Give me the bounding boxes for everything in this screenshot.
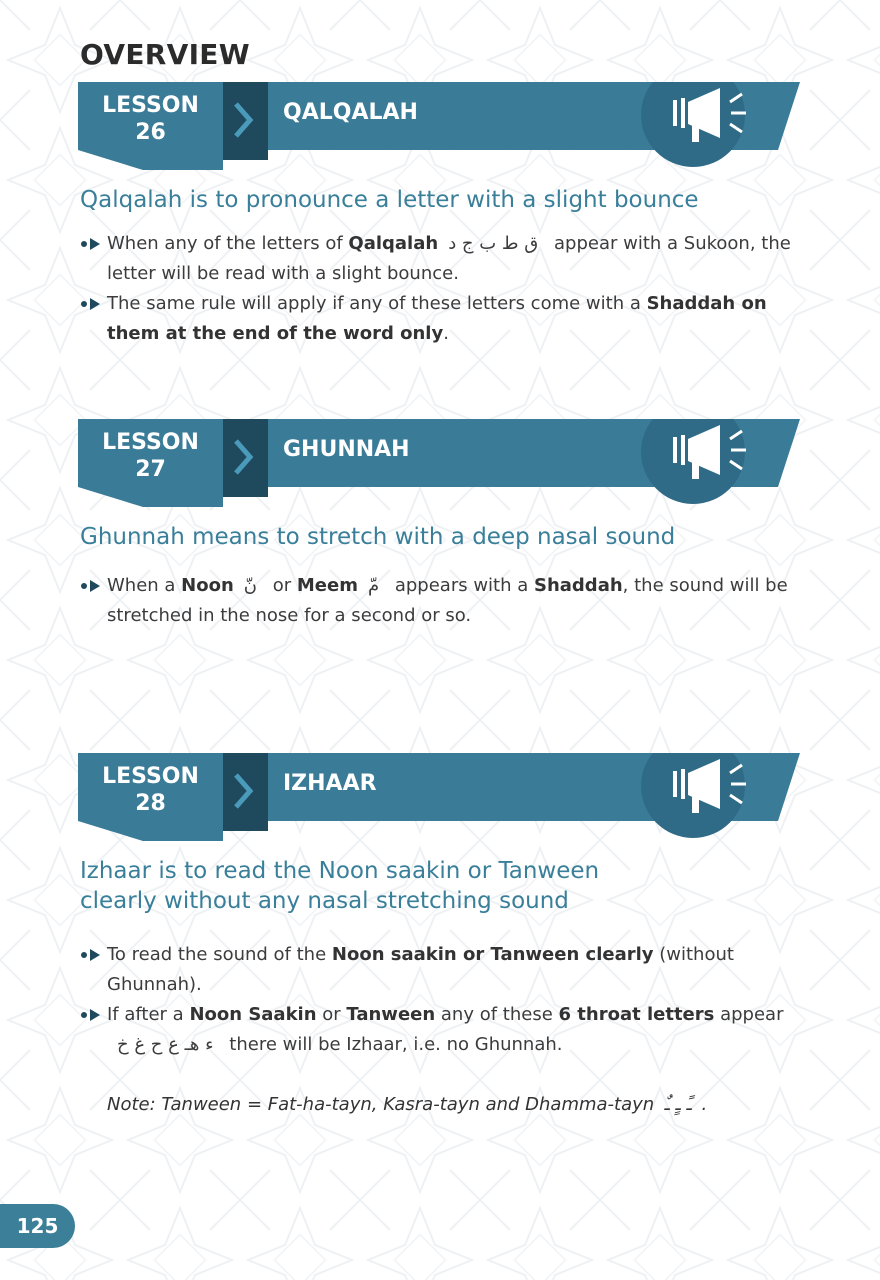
bullet-item: To read the sound of the Noon saakin or Tanween clearly (without Ghunnah).: [80, 940, 800, 1000]
bullet-item: The same rule will apply if any of these letters come with a Shaddah on them at the end of the word only.: [80, 289, 800, 349]
megaphone-icon: [658, 403, 758, 503]
chevron-right-icon: [228, 437, 258, 477]
lesson-number: 26: [135, 120, 166, 145]
megaphone-icon: [658, 66, 758, 166]
chevron-right-icon: [228, 771, 258, 811]
lesson-number: 28: [135, 791, 166, 816]
bullet-arrow-icon: [80, 297, 104, 311]
lesson-subheading: Qalqalah is to pronounce a letter with a slight bounce: [80, 187, 699, 213]
lesson-word: LESSON: [102, 430, 199, 455]
page-title: OVERVIEW: [80, 38, 250, 71]
bullet-item: When any of the letters of Qalqalah ق ط ب ج د appear with a Sukoon, the letter will be read with a slight bounce.: [80, 229, 800, 289]
megaphone-icon: [658, 737, 758, 837]
lesson-word: LESSON: [102, 93, 199, 118]
chevron-right-icon: [228, 100, 258, 140]
lesson-title: QALQALAH: [283, 100, 418, 125]
bullet-arrow-icon: [80, 237, 104, 251]
bullet-arrow-icon: [80, 1008, 104, 1022]
lesson-subheading: Izhaar is to read the Noon saakin or Tanween clearly without any nasal stretching sound: [80, 858, 600, 914]
lesson-subheading: Ghunnah means to stretch with a deep nasal sound: [80, 524, 676, 550]
lesson-number: 27: [135, 457, 166, 482]
lesson-label: [78, 92, 223, 146]
lesson-word: LESSON: [102, 764, 199, 789]
bullet-arrow-icon: [80, 579, 104, 593]
lesson-title: IZHAAR: [283, 771, 377, 796]
lesson-title: GHUNNAH: [283, 437, 410, 462]
bullet-arrow-icon: [80, 948, 104, 962]
page-number: 125: [0, 1204, 75, 1248]
lesson-label: [78, 429, 223, 483]
lesson-label: [78, 763, 223, 817]
bullet-item: If after a Noon Saakin or Tanween any of these 6 throat letters appear ء هـ ع ح غ خ there will be Izhaar, i.e. no Ghunnah.: [80, 1000, 800, 1060]
tanween-note: Note: Tanween = Fat-ha-tayn, Kasra-tayn and Dhamma-tayn ـً ـٍ ـٌ .: [107, 1094, 708, 1115]
bullet-item: When a Noon نّ or Meem مّ appears with a Shaddah, the sound will be stretched in the nose for a second or so.: [80, 571, 800, 631]
